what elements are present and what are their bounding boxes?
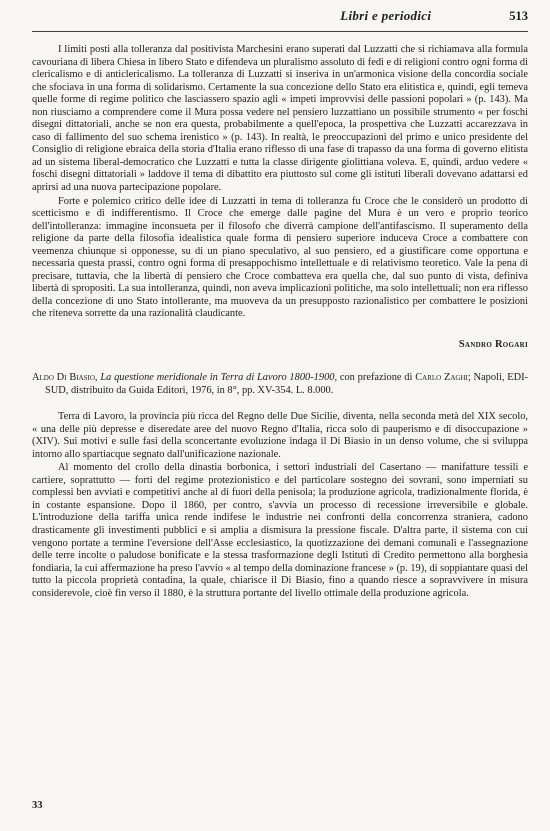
signature-mark: 33 — [32, 800, 43, 811]
review-paragraph: Forte e polemico critico delle idee di Luzzatti in tema di tolleranza fu Croce che le considerò un prodotto di scetticismo e di indifferentismo. Il Croce che emerge dalle pagine del Mura è un vero e proprio teorico dell'intolleranza: immagine inconsueta per il filosofo che diverrà campione dell'antifascismo. Il superamento della religione da parte della filosofia idealistica quale forma di pensiero superiore induceva Croce a combattere con veemenza chiunque si opponesse, su di un piano speculativo, al suo pensiero, ed a giustificare come opportuna e necessaria questa prassi, contro ogni forma di presappochismo intellettuale e di relativismo teoretico. Vale la pena di precisare, tuttavia, che la libertà di pensiero che Croce combatteva era quella che, dal suo punto di vista, definiva libertà di spropositi. La sua intolleranza, quindi, non aveva implicazioni politiche, ma solo intellettuali; non era riflesso della concezione di uno Stato intollerante, ma muoveva da un presupposto razionalistico per combattere le posizioni che riteneva sorrette da una razionalità claudicante. — [32, 195, 528, 320]
review-paragraph: I limiti posti alla tolleranza dal positivista Marchesini erano superati dal Luzzatti che si richiamava alla formula cavouriana di libera Chiesa in libero Stato e difendeva un pluralismo assoluto di fedi e di religioni contro ogni forma di clericalismo e di anticlericalismo. La tolleranza di Luzzatti si inseriva in un'armonica visione della concordia sociale che sfociava in una forma di solidarismo. Certamente la sua concezione dello Stato era elitistica e, quindi, egli temeva quelle forme di regime politico che lasciassero spazio agli « impeti improvvisi delle passioni popolari » (p. 143). Ma non riusciamo a comprendere come il Mura possa vedere nel pensiero luzzattiano un possibile strumento « per foschi disegni dittatoriali, anche se non era questa, probabilmente a quell'epoca, la prospettiva che Luzzatti accarezzava in caso di fallimento del suo schema irenistico » (p. 143). In realtà, le preoccupazioni del primo e unico presidente del Consiglio di religione ebraica della storia d'Italia erano riflesso di una fase di trapasso da una forma di governo elitista ad un sistema liberal-democratico che Luzzatti e tutta la classe dirigente giolittiana voleva. E, quindi, arduo vedere « foschi disegni dittatoriali » laddove il tema di dibattito era piuttosto sul come gli istituti liberali dovevano adattarsi ed aprirsi ad una nuova partecipazione popolare. — [32, 44, 528, 194]
preface-author: Carlo Zaghi; — [415, 372, 471, 384]
running-title: Libri e periodici — [340, 8, 432, 23]
header-rule — [32, 31, 528, 32]
book-citation — [32, 371, 528, 397]
review-body — [32, 411, 528, 600]
publication-details: Napoli, EDI-SUD, distribuito da Guida Editori, 1976, in 8°, pp. XV-354. L. 8.000. — [45, 372, 528, 397]
review-paragraph: Al momento del crollo della dinastia borbonica, i settori industriali del Casertano — manifatture tessili e cartiere, soprattutto — forti del regime protezionistico e del particolare sostegno dei sovrani, sono imperniati su complessi ben avviati e competitivi anche al di fuori della penisola; la produzione agricola, tradizionalmente florida, è in costante espansione. Dopo il 1860, per contro, s'avvia un processo di recessione irreversibile e globale. L'introduzione della tariffa unica rende indifese le industrie nei confronti della concorrenza straniera, cadono drasticamente gli investimenti pubblici e si amplia a dismisura la pressione fiscale. D'altra parte, il sistema con cui vengono portate a termine l'eversione dell'Asse ecclesiastico, la quotizzazione dei demani comunali e l'assegnazione delle terre incolte o paludose bonificate e la stessa trasformazione degli Istituti di Credito permettono alla borghesia fondiaria, la cui affermazione ha preso l'avvio « al tempo della dominazione francese » (p. 19), di soppiantare quasi del tutto la piccola proprietà contadina, la quale, chiarisce il Di Biasio, fino a quando riesce a sopravvivere in misura considerevole, cioè fin verso il 1880, è la struttura portante del livello ottimale della produzione agricola. — [32, 462, 528, 599]
citation-intro: con prefazione di — [339, 372, 413, 384]
running-header — [32, 8, 528, 30]
page-number: 513 — [509, 9, 528, 23]
reviewer-signature: Sandro Rogari — [458, 339, 528, 351]
page-body — [32, 44, 528, 600]
review-paragraph: Terra di Lavoro, la provincia più ricca del Regno delle Due Sicilie, diventa, nella seconda metà del XIX secolo, « una delle più depresse e diseredate aree del nuovo Regno d'Italia, ricca solo di pauperismo e di disoccupazione » (XIV). Sui motivi e sulle fasi della sconcertante evoluzione indaga il Di Biasio in un denso volume, che si sviluppa intorno allo spartiacque segnato dall'unificazione nazionale. — [32, 411, 528, 460]
book-title: La questione meridionale in Terra di Lavoro 1800-1900, — [100, 372, 338, 384]
book-author: Aldo Di Biasio, — [32, 372, 98, 384]
